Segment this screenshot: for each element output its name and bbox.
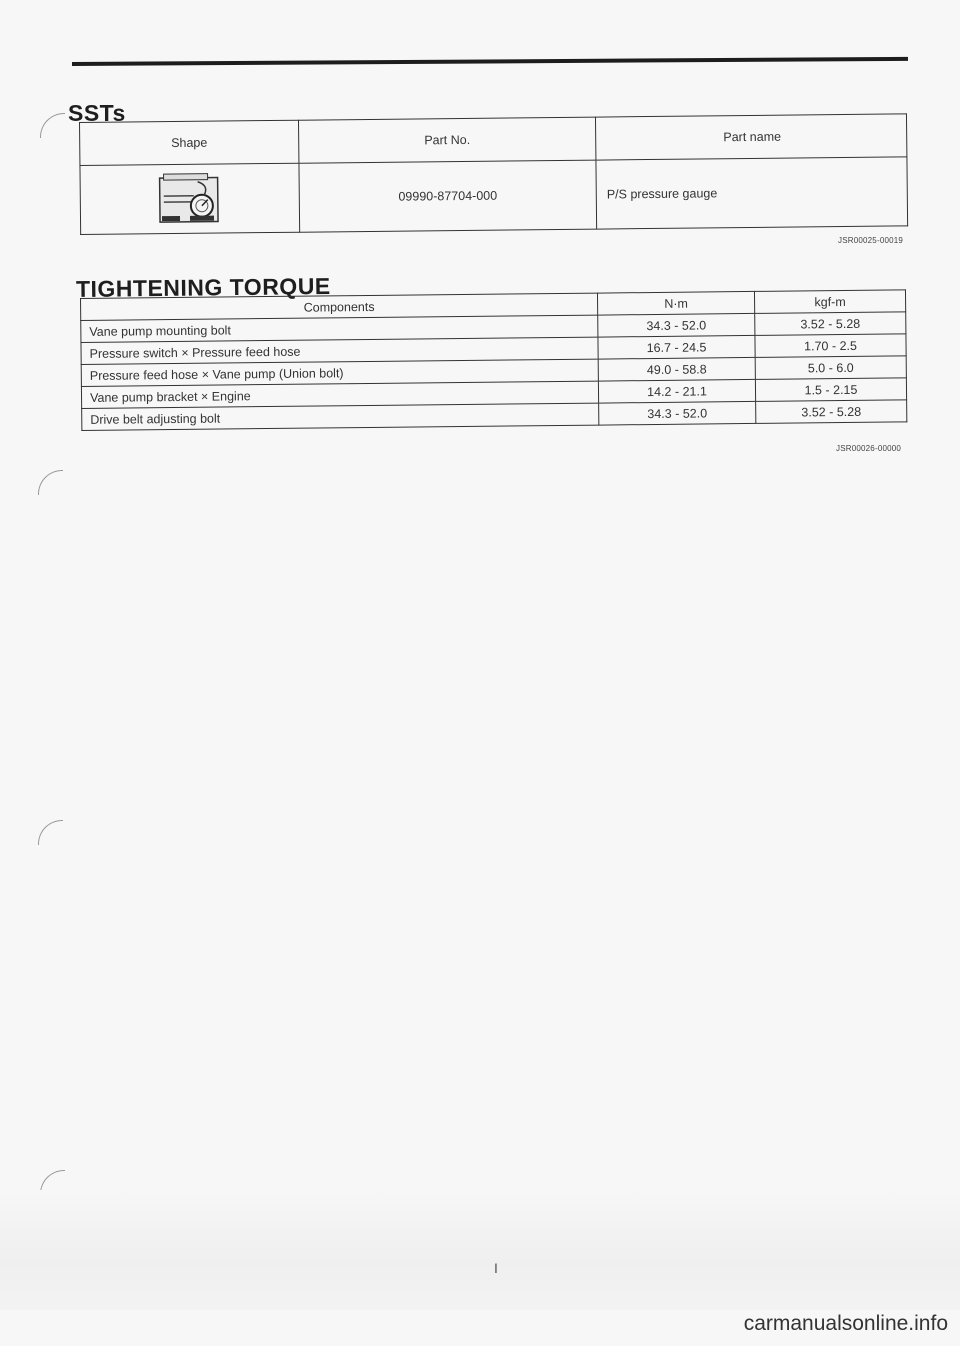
torque-nm: 14.2 - 21.1 xyxy=(598,379,755,403)
sst-header-part-name: Part name xyxy=(595,114,906,160)
torque-kgfm: 1.70 - 2.5 xyxy=(755,334,906,358)
torque-nm: 16.7 - 24.5 xyxy=(598,335,755,359)
torque-component: Vane pump mounting bolt xyxy=(81,315,598,342)
sst-table xyxy=(79,113,908,235)
torque-component: Vane pump bracket × Engine xyxy=(81,381,598,408)
torque-nm: 49.0 - 58.8 xyxy=(598,357,755,381)
torque-kgfm: 1.5 - 2.15 xyxy=(755,378,906,402)
site-watermark: carmanualsonline.info xyxy=(743,1312,948,1335)
torque-component: Drive belt adjusting bolt xyxy=(82,403,599,430)
torque-kgfm: 3.52 - 5.28 xyxy=(756,400,907,424)
torque-header-components: Components xyxy=(81,293,598,320)
sst-section-title: SSTs xyxy=(68,100,126,126)
torque-reference-code: JSR00026-00000 xyxy=(836,444,902,453)
torque-component: Pressure feed hose × Vane pump (Union bolt) xyxy=(81,359,598,386)
torque-kgfm: 5.0 - 6.0 xyxy=(755,356,906,380)
torque-header-nm: N·m xyxy=(597,291,754,315)
pressure-gauge-kit-icon xyxy=(149,167,230,230)
torque-nm: 34.3 - 52.0 xyxy=(599,401,756,425)
torque-table xyxy=(80,289,907,431)
sst-shape-cell xyxy=(80,163,300,234)
sst-header-shape: Shape xyxy=(80,120,299,165)
torque-component: Pressure switch × Pressure feed hose xyxy=(81,337,598,364)
top-rule xyxy=(72,57,908,66)
binding-hole-mark xyxy=(38,820,63,845)
sst-part-name: P/S pressure gauge xyxy=(596,157,908,229)
sst-row xyxy=(80,157,908,235)
binding-hole-mark xyxy=(40,113,65,138)
torque-section-title: TIGHTENING TORQUE xyxy=(75,272,331,302)
sst-part-no: 09990-87704-000 xyxy=(299,160,597,232)
sst-header-part-no: Part No. xyxy=(298,117,595,163)
page-mark: I xyxy=(494,1260,498,1276)
scan-edge-shading xyxy=(0,1190,960,1310)
torque-nm: 34.3 - 52.0 xyxy=(598,313,755,337)
sst-reference-code: JSR00025-00019 xyxy=(838,236,904,245)
binding-hole-mark xyxy=(38,470,63,495)
torque-header-kgfm: kgf-m xyxy=(754,290,905,314)
torque-kgfm: 3.52 - 5.28 xyxy=(755,312,906,336)
